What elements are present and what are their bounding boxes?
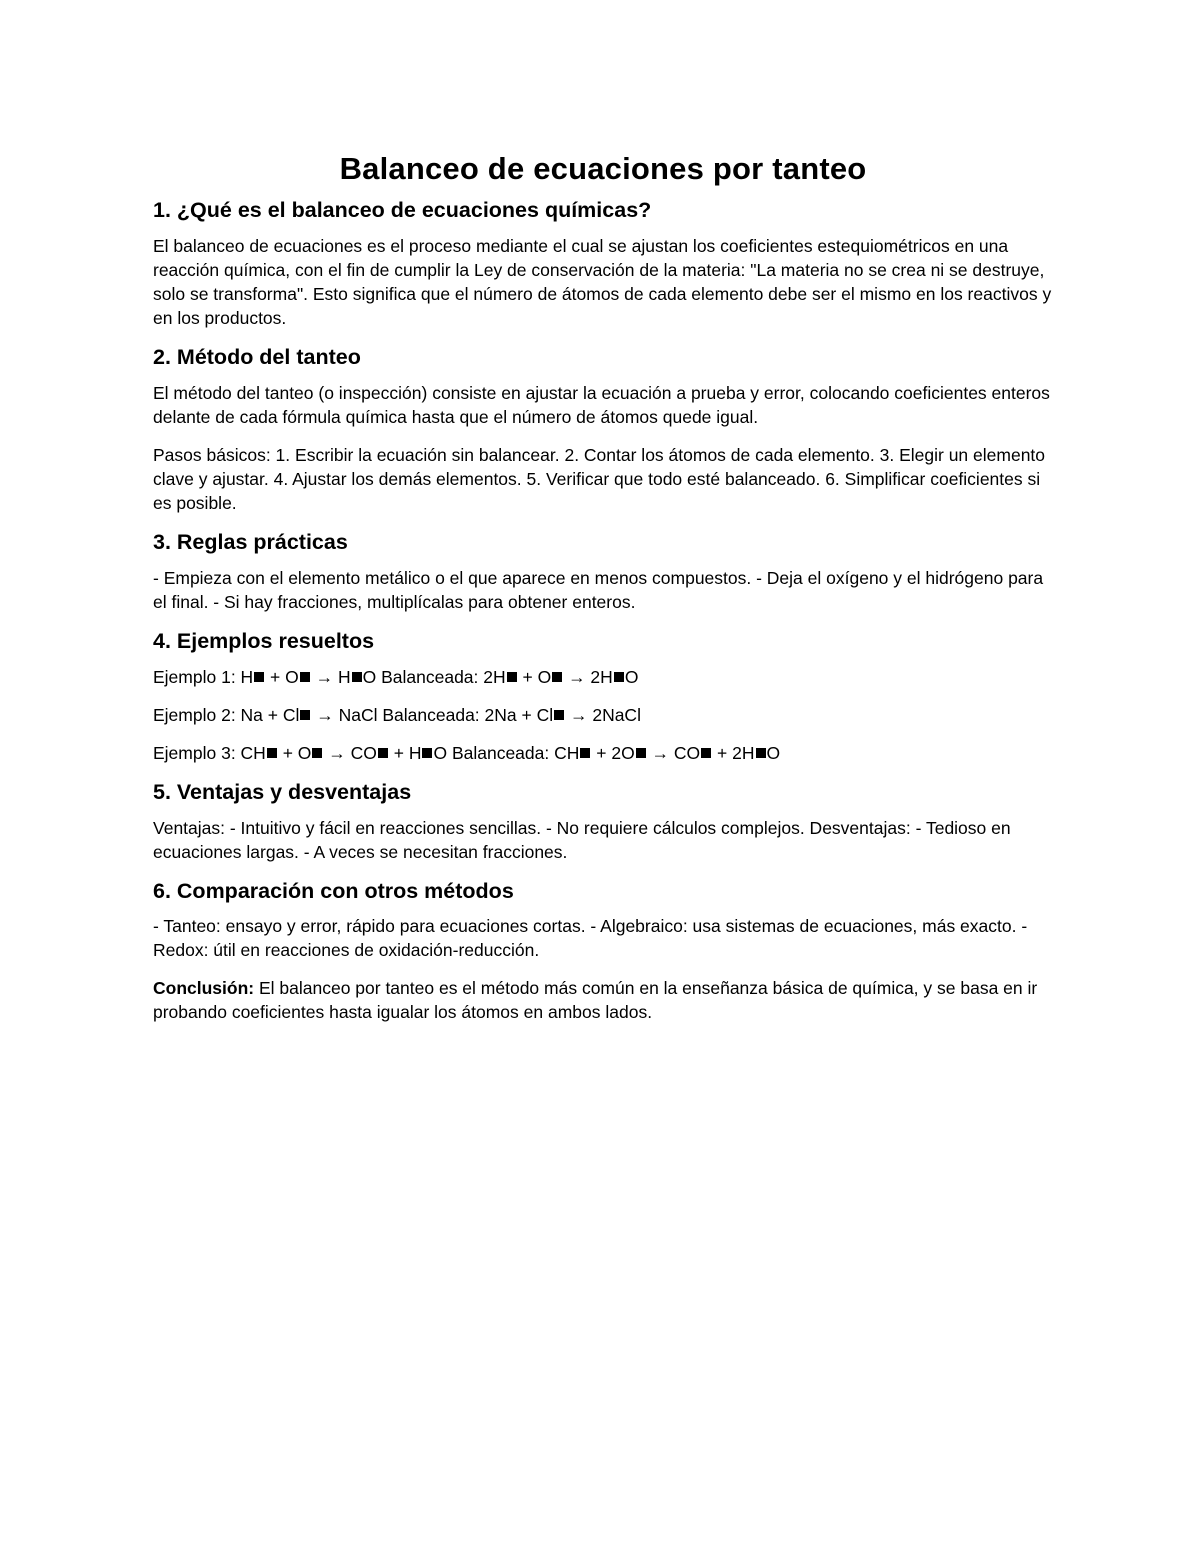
example-1-text: O Balanceada: 2H [362, 666, 506, 687]
example-3-text: + O [277, 742, 312, 763]
example-2-text: → 2NaCl [565, 704, 641, 725]
section-6-paragraph: - Tanteo: ensayo y error, rápido para ecuaciones cortas. - Algebraico: usa sistemas de ecuaciones, más exacto. - Redox: útil en reacciones de oxidación-reducción. [153, 916, 1028, 961]
section-1-paragraph: El balanceo de ecuaciones es el proceso mediante el cual se ajustan los coeficientes estequiométricos en una reacción química, con el fin de cumplir la Ley de conservación de la materia: "La materia no se crea ni se destruye, solo se transforma". Esto significa que el número de átomos de cada elemento debe ser el mismo en los reactivos y en los productos. [153, 236, 1052, 329]
example-1-text: → H [310, 666, 351, 687]
missing-glyph-icon [507, 672, 517, 682]
document-page [153, 150, 1053, 1038]
example-1 [153, 665, 1053, 689]
missing-glyph-icon [580, 748, 590, 758]
example-1-text: Ejemplo 1: H [153, 666, 254, 687]
example-3-text: + 2H [712, 742, 755, 763]
conclusion-paragraph [153, 976, 1053, 1024]
example-2-text: Ejemplo 2: Na + Cl [153, 704, 300, 725]
example-2 [153, 703, 1053, 727]
missing-glyph-icon [300, 710, 310, 720]
example-3 [153, 741, 1053, 765]
example-2-text: → NaCl Balanceada: 2Na + Cl [311, 704, 554, 725]
example-1-text: → 2H [563, 666, 613, 687]
section-2-heading: 2. Método del tanteo [153, 345, 361, 370]
missing-glyph-icon [636, 748, 646, 758]
section-5-paragraph: Ventajas: - Intuitivo y fácil en reacciones sencillas. - No requiere cálculos complejos. Desventajas: - Tedioso en ecuaciones largas. - A veces se necesitan fracciones. [153, 817, 1011, 862]
example-3-text: + H [388, 742, 422, 763]
example-3-text: O [766, 742, 781, 763]
section-2-steps-paragraph: Pasos básicos: 1. Escribir la ecuación sin balancear. 2. Contar los átomos de cada elemento. 3. Elegir un elemento clave y ajustar. 4. Ajustar los demás elementos. 5. Verificar que todo esté balanceado. 6. Simplificar coeficientes si es posible. [153, 444, 1046, 513]
missing-glyph-icon [312, 748, 322, 758]
example-3-text: → CO [323, 742, 377, 763]
conclusion-text: El balanceo por tanteo es el método más común en la enseñanza básica de química, y se basa en ir probando coeficientes hasta igualar los átomos en ambos lados. [153, 978, 1038, 1023]
section-4-heading: 4. Ejemplos resueltos [153, 628, 375, 653]
example-3-text: → CO [646, 742, 701, 763]
example-1-text: O [624, 666, 639, 687]
section-2-paragraph: El método del tanteo (o inspección) consiste en ajustar la ecuación a prueba y error, colocando coeficientes enteros delante de cada fórmula química hasta que el número de átomos quede igual. [153, 382, 1050, 427]
section-6-heading: 6. Comparación con otros métodos [153, 878, 514, 903]
missing-glyph-icon [552, 672, 562, 682]
missing-glyph-icon [701, 748, 711, 758]
missing-glyph-icon [614, 672, 624, 682]
section-5-heading: 5. Ventajas y desventajas [153, 779, 412, 804]
missing-glyph-icon [352, 672, 362, 682]
missing-glyph-icon [378, 748, 388, 758]
example-3-text: O Balanceada: CH [433, 742, 580, 763]
example-3-text: Ejemplo 3: CH [153, 742, 266, 763]
section-1-heading: 1. ¿Qué es el balanceo de ecuaciones químicas? [153, 198, 652, 223]
example-3-text: + 2O [591, 742, 635, 763]
example-1-text: + O [265, 666, 299, 687]
conclusion-label: Conclusión: [153, 978, 255, 999]
section-3-heading: 3. Reglas prácticas [153, 529, 348, 554]
missing-glyph-icon [554, 710, 564, 720]
document-title: Balanceo de ecuaciones por tanteo [339, 151, 867, 186]
missing-glyph-icon [422, 748, 432, 758]
missing-glyph-icon [300, 672, 310, 682]
missing-glyph-icon [267, 748, 277, 758]
example-1-text: + O [517, 666, 552, 687]
missing-glyph-icon [756, 748, 766, 758]
section-3-paragraph: - Empieza con el elemento metálico o el que aparece en menos compuestos. - Deja el oxígeno y el hidrógeno para el final. - Si hay fracciones, multiplícalas para obtener enteros. [153, 567, 1044, 612]
missing-glyph-icon [254, 672, 264, 682]
